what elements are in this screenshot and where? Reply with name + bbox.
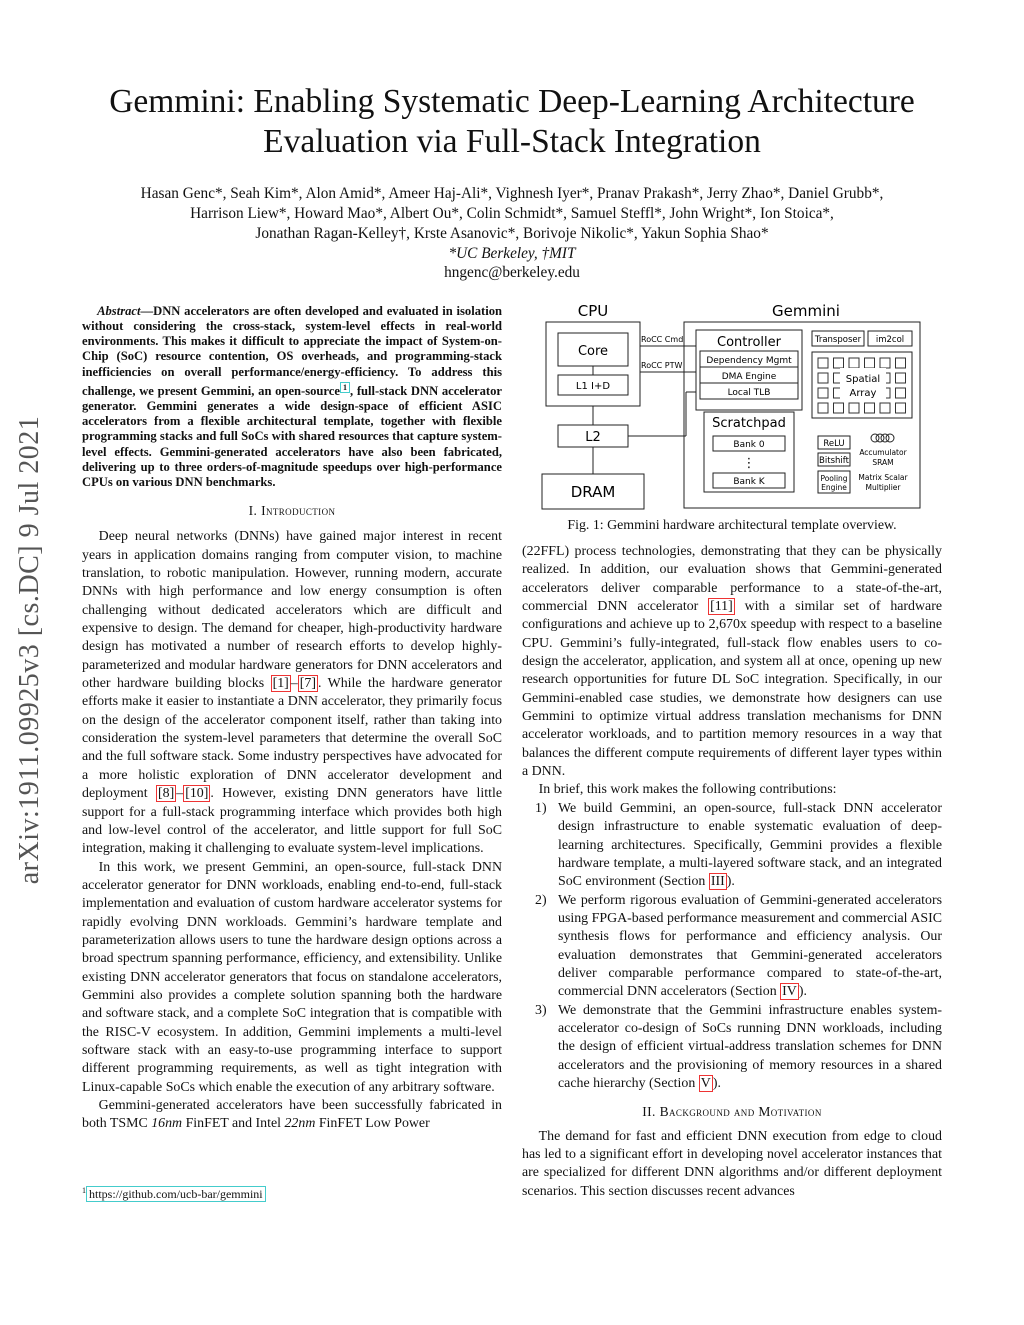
intro-paragraph-2: In this work, we present Gemmini, an open-source, full-stack DNN accelerator generator for DNN workloads, enabling end-to-end, full-stack implementation and evaluation of custom hardware accelerator systems for rapidly evolving DNN workloads. Gemmini’s hardware template and parameterization allows users to tune the hardware design options across a broad spectrum spanning performance, efficiency, and extensibility. Unlike existing DNN accelerator generators that focus on standalone accelerators, Gemmini also provides a complete solution spanning both the hardware and software stack, and a complete SoC integration that is compatible with the RISC-V ecosystem. In addition, Gemmini implements a multi-level software stack with an easy-to-use programming interface to support different programming requirements, as well as tight integration with Linux-capable SoCs which enable the execution of any arbitrary software. (82, 859, 502, 1095)
intro-paragraph-5: In brief, this work makes the following contributions: (538, 782, 837, 798)
dma-label: DMA Engine (721, 372, 777, 382)
transposer-label: Transposer (814, 335, 862, 345)
section-title: Background and Motivation (659, 1104, 822, 1120)
intro-paragraph-4 (522, 543, 942, 781)
rocc-ptw-label: RoCC PTW (641, 361, 683, 370)
vdots: ⋮ (742, 456, 756, 471)
pe-cell (834, 358, 844, 368)
dep-mgmt-label: Dependency Mgmt (706, 356, 792, 366)
footnote-url-link[interactable]: https://github.com/ucb-bar/gemmini (86, 1186, 266, 1202)
dash: – (290, 676, 298, 692)
multiplier-label-2: Multiplier (865, 483, 901, 492)
accumulator-icon (871, 434, 894, 442)
pe-cell (865, 358, 875, 368)
intro-right-column (522, 543, 942, 1201)
pe-cell (818, 373, 828, 383)
scratchpad-label: Scratchpad (712, 416, 786, 431)
contribution-item (522, 800, 942, 892)
pe-cell (896, 358, 906, 368)
figure-architecture (538, 300, 928, 512)
citation-link[interactable]: [11] (710, 599, 733, 615)
text: (22FFL) process technologies, demonstrating that they can be physically realized. In addition, our evaluation shows that Gemmini-generated accelerators deliver comparable performance to a state-of-the-art, commercial DNN accelerator (522, 544, 942, 615)
footnote (82, 1186, 266, 1202)
text: with a similar set of hardware configurations and achieve up to 2,670x speedup with respect to a baseline CPU. Gemmini’s fully-integrated, full-stack flow enables users to co-design the accelerator, application, and system all at once, opening up new research opportunities for future DL SoC integration. Specifically, in our Gemmini-enabled case studies, we demonstrate how designers can use Gemmini to optimize virtual address translation mechanisms for DNN accelerator workloads, and to partition memory resources in a way that balances the different compute requirements of different layer types within a DNN. (522, 599, 942, 780)
contribution-number: 2) (535, 892, 547, 908)
text: . However, existing DNN generators have little support for a full-stack programming interface which provides both high and low-level control of the accelerator, and little support for full SoC integration, making it challenging to evaluate system-level implications. (82, 786, 502, 857)
dram-label: DRAM (570, 483, 616, 501)
pe-cell (865, 403, 875, 413)
authors-line-1: Hasan Genc*, Seah Kim*, Alon Amid*, Ameer Haj-Ali*, Vighnesh Iyer*, Pranav Prakash*, Jerry Zhao*, Daniel Grubb*, (140, 185, 884, 202)
figure-caption: Fig. 1: Gemmini hardware architectural template overview. (567, 518, 897, 533)
dash: – (176, 786, 184, 802)
accumulator-label-1: Accumulator (859, 448, 907, 457)
abstract-text-a: DNN accelerators are often developed and evaluated in isolation without considering the cross-stack, system-level effects in real-world environments. This makes it difficult to appreciate the impact of System-on-Chip (SoC) resource contention, OS overheads, and programming-stack inefficiencies on overall performance/energy-efficiency. To address this challenge, we present Gemmini, an open-source (82, 304, 502, 398)
im2col-label: im2col (875, 335, 905, 345)
contribution-text: We build Gemmini, an open-source, full-stack DNN accelerator design infrastructure to enable systematic evaluation of deep-learning architectures. Specifically, Gemmini provides a flexible hardware template, a multi-layered software stack, and an integrated SoC environment (Section (558, 800, 942, 890)
bankk-label: Bank K (733, 477, 765, 487)
contributions-list (522, 800, 942, 1094)
pe-cell (880, 358, 890, 368)
authors-line-2: Harrison Liew*, Howard Mao*, Albert Ou*, Colin Schmidt*, Samuel Steffl*, John Wright*, Ion Stoica*, (190, 205, 834, 222)
contribution-text-end: ). (712, 1075, 721, 1091)
section-link[interactable]: IV (782, 984, 797, 1000)
footnote-ref[interactable]: 1 (340, 382, 350, 393)
title-line-1: Gemmini: Enabling Systematic Deep-Learning Architecture (109, 83, 915, 120)
section-title: Introduction (261, 503, 336, 518)
intro-paragraph-1 (82, 528, 502, 858)
contribution-item (522, 892, 942, 1002)
contribution-item (522, 1002, 942, 1094)
abstract-dash: — (140, 304, 154, 318)
spatial-label-2: Array (849, 388, 877, 399)
process-node: 22nm (284, 1116, 316, 1132)
pe-cell (849, 358, 859, 368)
pooling-label-2: Engine (821, 483, 847, 492)
architecture-diagram (538, 300, 928, 512)
contribution-text-end: ). (726, 874, 735, 890)
contribution-number: 1) (535, 800, 547, 816)
title-line-2: Evaluation via Full-Stack Integration (263, 123, 761, 160)
pe-cell (818, 403, 828, 413)
section-number: I. (248, 503, 258, 518)
text: Deep neural networks (DNNs) have gained major interest in recent years in application domains ranging from computer vision, to machine translation, to robotic manipulation. However, running modern, accurate DNNs with high performance and low energy consumption is often challenging without dedicated accelerators which are difficult and expensive to design. The demand for cheaper, high-productivity hardware design has motivated a number of research efforts to develop highly-parameterized and modular hardware generators for DNN accelerators and other hardware building blocks (82, 529, 502, 692)
contact-email: hngenc@berkeley.edu (444, 264, 580, 281)
cpu-label: CPU (577, 302, 609, 320)
arxiv-sidebar (8, 370, 52, 930)
pe-cell (849, 403, 859, 413)
author-list (70, 184, 954, 244)
multiplier-label-1: Matrix Scalar (858, 473, 908, 482)
spatial-label-1: Spatial (845, 374, 881, 385)
pe-cell (818, 358, 828, 368)
section-heading-intro (82, 502, 502, 520)
contribution-number: 3) (535, 1002, 547, 1018)
arxiv-id: arXiv:1911.09925v3 [cs.DC] 9 Jul 2021 (14, 415, 45, 885)
l2-label: L2 (585, 430, 601, 445)
section-link[interactable]: III (710, 874, 725, 890)
intro-left-column (82, 502, 502, 1134)
abstract-text-b: , full-stack DNN accelerator generator. Gemmini generates a wide design-space of efficient ASIC accelerators from a flexible architectural template, together with flexible programming stacks and full SoCs with shared resources that capture system-level effects. Gemmini-generated accelerators have also been fabricated, delivering up to three orders-of-magnitude speedups over high-performance CPUs on various DNN benchmarks. (82, 383, 502, 489)
l1-label: L1 I+D (575, 381, 611, 392)
pe-cell (896, 403, 906, 413)
pe-cell (896, 373, 906, 383)
contribution-text: We perform rigorous evaluation of Gemmini-generated accelerators using FPGA-based performance measurement and commercial ASIC synthesis flows for performance and efficiency analysis. Our evaluation demonstrates that Gemmini-generated accelerators deliver comparable performance compared to state-of-the-art, commercial DNN accelerators (Section (558, 892, 942, 1000)
section-heading-background (522, 1103, 942, 1121)
text: FinFET and Intel (182, 1116, 285, 1132)
bank0-label: Bank 0 (733, 440, 765, 450)
bitshift-label: Bitshift (819, 456, 849, 466)
paper-title (80, 82, 944, 162)
authors-line-3: Jonathan Ragan-Kelley†, Krste Asanovic*, Borivoje Nikolic*, Yakun Sophia Shao* (255, 225, 769, 242)
pe-cell (818, 388, 828, 398)
section-number: II. (642, 1104, 656, 1120)
accumulator-label-2: SRAM (872, 458, 894, 467)
relu-label: ReLU (823, 439, 845, 449)
pe-cell (834, 403, 844, 413)
pe-cell (896, 388, 906, 398)
rocc-cmd-label: RoCC Cmd (641, 335, 684, 344)
text: . While the hardware generator efforts make it easier to instantiate a DNN accelerator, they primarily focus on the design of the accelerator component itself, rather than taking into consideration the system-level parameters that determine the overall SoC and the full software stack. Some industry perspectives have advocated for a more holistic exploration of DNN accelerator development and deployment (82, 676, 503, 802)
accumulator-icon-ring (886, 434, 894, 442)
contribution-text-end: ). (798, 984, 807, 1000)
intro-paragraph-3 (82, 1097, 502, 1134)
citation-link[interactable]: [1] (272, 676, 289, 692)
abstract-label: Abstract (97, 304, 141, 318)
background-paragraph-1: The demand for fast and efficient DNN execution from edge to cloud has led to a significant effort in developing novel accelerator instances that are specialized for different DNN algorithms and/or different deployment scenarios. This section discusses recent advances (522, 1128, 942, 1199)
pooling-label-1: Pooling (820, 474, 848, 483)
cpu-box (546, 322, 640, 406)
gemmini-label: Gemmini (772, 302, 840, 320)
abstract (82, 304, 502, 490)
citation-link[interactable]: [10] (185, 786, 209, 802)
text: FinFET Low Power (315, 1116, 430, 1132)
process-node: 16nm (151, 1116, 183, 1132)
section-link[interactable]: V (700, 1075, 711, 1091)
text: Gemmini-generated accelerators have been successfully fabricated in both TSMC (82, 1098, 502, 1132)
tlb-label: Local TLB (727, 388, 771, 398)
citation-link[interactable]: [8] (158, 786, 175, 802)
core-label: Core (577, 344, 609, 359)
affiliation: *UC Berkeley, †MIT (448, 245, 576, 262)
citation-link[interactable]: [7] (299, 676, 316, 692)
footnote-mark: 1 (82, 1186, 86, 1195)
contribution-text: We demonstrate that the Gemmini infrastructure enables system-accelerator co-design of SoCs running DNN workloads, including the design of efficient virtual-address translation schemes for DNN accelerators and the provisioning of memory resources in a shared cache hierarchy (Section (558, 1002, 942, 1091)
controller-label: Controller (717, 335, 781, 350)
pe-cell (880, 403, 890, 413)
